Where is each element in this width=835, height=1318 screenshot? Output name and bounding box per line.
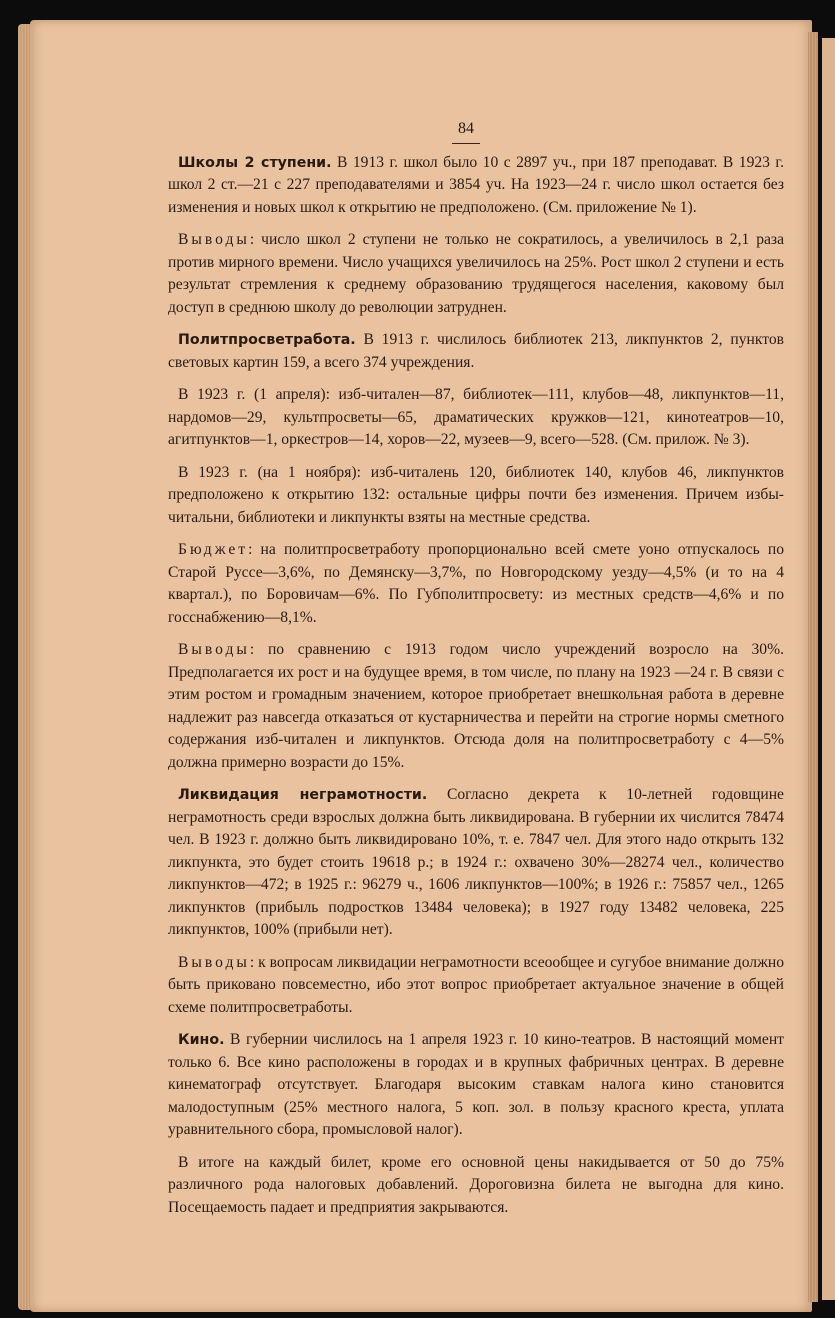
spaced-heading: Выводы (178, 953, 250, 971)
paragraph-schools-2nd-level: Школы 2 ступени. В 1913 г. школ было 10 с 2897 уч., при 187 преподават. В 1923 г. школ 2 ст.—21 с 227 преподавателями и 3854 уч. На 1923—24 г. число школ остается без изменения и новых школ к открытию не предположено. (См. приложение № 1). (168, 153, 784, 216)
paragraph-conclusions-schools: Выводы: число школ 2 ступени не только не сократилось, а увеличилось в 2,1 раза против мирного времени. Число учащихся увеличилось на 25%. Рост школ 2 ступени и есть результат стремления к среднему образованию трудящегося населения, каковому был доступ в среднюю школу до революции затруднен. (168, 231, 784, 316)
paragraph-cinema-tickets: В итоге на каждый билет, кроме его основной цены накидывается от 50 до 75% различного рода налоговых добавлений. Дороговизна билета не выгодна для кино. Посещаемость падает и предприятия закрываются. (168, 1153, 784, 1216)
spaced-heading: Выводы (178, 641, 250, 658)
section-heading: Политпросветработа. (178, 332, 356, 348)
spaced-heading: Бюджет (178, 541, 249, 558)
spaced-heading: Выводы (178, 231, 250, 248)
next-page-edge (822, 38, 835, 1300)
section-heading: Ликвидация неграмотности. (178, 787, 428, 803)
paragraph-politprosvet: Политпросветработа. В 1913 г. числилось библиотек 213, ликпунктов 2, пунктов световых картин 159, а всего 374 учреждения. (168, 331, 784, 371)
paragraph-conclusions-illiteracy: Выводы: к вопросам ликвидации неграмотности всеообщее и сугубое внимание должно быть приковано повсеместно, ибо этот вопрос приобретает актуальное значение в общей схеме политпросветработы. (168, 953, 784, 1016)
section-heading: Школы 2 ступени. (178, 154, 332, 171)
paragraph-cinema: Кино. В губернии числилось на 1 апреля 1923 г. 10 кино-театров. В настоящий момент только 6. Все кино расположены в городах и в крупных фабричных центрах. В деревне кинематограф отсутствует. Благодаря высоким ставкам налога кино становится малодоступным (25% местного налога, 5 коп. зол. в пользу красного креста, уплата уравнительного сбора, промысловой налог). (168, 1031, 784, 1138)
paragraph-illiteracy: Ликвидация неграмотности. Согласно декрета к 10-летней годовщине неграмотность среди взрослых должна быть ликвидирована. В губернии их числится 78474 чел. В 1923 г. должно быть ликвидировано 10%, т. е. 7847 чел. Для этого надо открыть 132 ликпункта, это будет стоить 19618 р.; в 1924 г.: охвачено 30%—28274 чел., количество ликпунктов—472; в 1925 г.: 96279 ч., 1606 ликпунктов—100%; в 1926 г.: 75857 чел., 1265 ликпунктов (прибыль подростков 13484 человека); в 1927 году 13482 человека, 225 ликпунктов, 100% (прибыли нет). (168, 786, 784, 938)
page-number: 84 (148, 118, 784, 144)
section-heading: Кино. (178, 1032, 225, 1048)
paragraph-1923-april: В 1923 г. (1 апреля): изб-читален—87, библиотек—111, клубов—48, ликпунктов—11, нардомов—29, культпросветы—65, драматических кружков—121, кинотеатров—10, агитпунктов—1, оркестров—14, хоров—22, музеев—9, всего—528. (См. прилож. № 3). (168, 386, 784, 448)
page-edge-right (808, 32, 818, 1302)
paragraph-budget: Бюджет: на политпросветработу пропорционально всей смете уоно отпускалось по Старой Руссе—3,6%, по Демянску—3,7%, по Новгородскому уезду—4,5% (и то на 4 квартал.), по Боровичам—6%. По Губполитпросвету: из местных средств—4,6% и по госснабжению—8,1%. (168, 541, 784, 626)
page-content (168, 118, 784, 1229)
paragraph-1923-november: В 1923 г. (на 1 ноября): изб-читалень 120, библиотек 140, клубов 46, ликпунктов предположено к открытию 132: остальные цифры почти без изменения. Причем избы-читальни, библиотеки и ликпункты взяты на местные средства. (168, 463, 784, 526)
paragraph-conclusions-politprosvet: Выводы: по сравнению с 1913 годом число учреждений возросло на 30%. Предполагается их рост и на будущее время, в том числе, по плану на 1923 —24 г. В связи с этим ростом и громадным значением, которое приобретает внешкольная работа в деревне надлежит раз навсегда отказаться от кустарничества и перейти на строгие нормы сметного содержания изб-читален и ликпунктов. Отсюда доля на политпросветработу с 4—5% должна примерно возрасти до 15%. (168, 641, 784, 771)
